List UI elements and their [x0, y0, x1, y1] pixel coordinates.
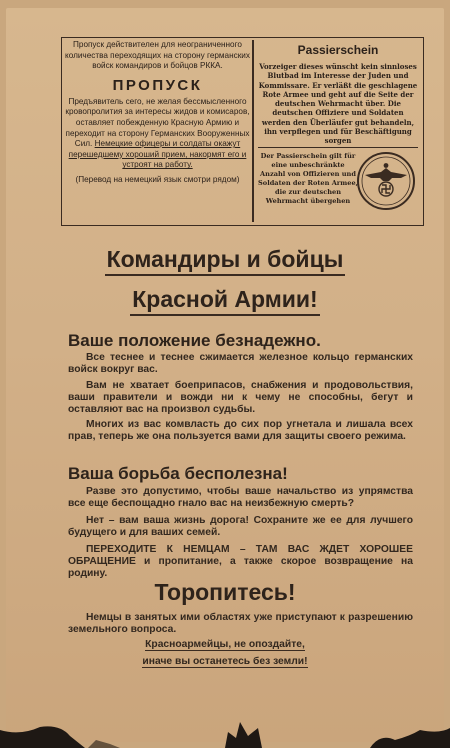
closing-call-line1: Красноармейцы, не опоздайте, [145, 639, 305, 650]
passierschein-validity-box [258, 147, 418, 223]
hurry-heading: Торопитесь! [154, 579, 296, 605]
closing-paragraph: Немцы в занятых ими областях уже приступают к разрешению земельного вопроса. [68, 612, 413, 636]
paragraph: Нет – вам ваша жизнь дорога! Сохраните же ее для лучшего будущего и для ваших семей. [68, 515, 413, 539]
paragraph: Многих из вас комвласть до сих пор угнетала и лишала всех прав, теперь же она пользуется вами для защиты своего режима. [68, 419, 413, 443]
propusk-title: ПРОПУСК [112, 76, 203, 94]
propusk-panel [65, 40, 250, 222]
section-heading: Ваша борьба бесполезна! [68, 464, 288, 483]
propusk-header: Пропуск действителен для неограниченного количества переходящих на сторону германских войск командиров и бойцов РККА. [65, 40, 250, 71]
eagle-emblem-icon [356, 151, 416, 211]
pass-divider [252, 40, 254, 222]
paragraph: Вам не хватает боеприпасов, снабжения и продовольствия, ваши правители и вожди ни к чему не способны, бегут и оставляют вас на произвол судьбы. [68, 380, 413, 416]
paragraph: ПЕРЕХОДИТЕ К НЕМЦАМ – ТАМ ВАС ЖДЕТ ХОРОШЕЕ ОБРАЩЕНИЕ и пропитание, а также скорое возвращение на родину. [68, 544, 413, 580]
passierschein-validity: Der Passierschein gilt für eine unbeschränkte Anzahl von Offizieren und Soldaten der Roten Armee, die zur deutschen Wehrmacht übergehen [258, 152, 358, 205]
propusk-body-plain: Предъявитель сего, не желая бессмысленного кровопролития за интересы жидов и комисаров, оставляет побежденную Красную Армию и переходит на сторону Германских Вооруженных Сил. [65, 96, 250, 149]
propusk-body-underlined: Немецкие офицеры и солдаты окажут перешедшему хороший прием, накормят его и устроят на работу. [68, 139, 247, 170]
closing-call-line2: иначе вы останетесь без земли! [142, 656, 308, 667]
headline-line1: Командиры и бойцы [0, 245, 450, 273]
section-heading: Ваше положение безнадежно. [68, 331, 321, 350]
headline-line2: Красной Армии! [0, 285, 450, 313]
passierschein-title: Passierschein [297, 43, 379, 57]
passierschein-body: Vorzeiger dieses wünscht kein sinnloses Blutbad im Interesse der Juden und Kommissare. Er verläßt die geschlagene Rote Armee und geht auf die Seite der deutschen Wehrmacht über. Die deutschen Offiziere und Soldaten werden den Überläufer gut behandeln, ihn verpflegen und für Beschäftigung sorgen [258, 62, 418, 146]
propusk-footer: (Перевод на немецкий язык смотри рядом) [75, 174, 240, 184]
propusk-body [65, 97, 250, 171]
paragraph: Разве это допустимо, чтобы ваше начальство из упрямства все еще беспощадно гнало вас на неизбежную смерть? [68, 486, 413, 510]
paragraph: Все теснее и теснее сжимается железное кольцо германских войск вокруг вас. [68, 352, 413, 376]
pass-box [61, 37, 424, 226]
passierschein-panel [258, 40, 418, 222]
